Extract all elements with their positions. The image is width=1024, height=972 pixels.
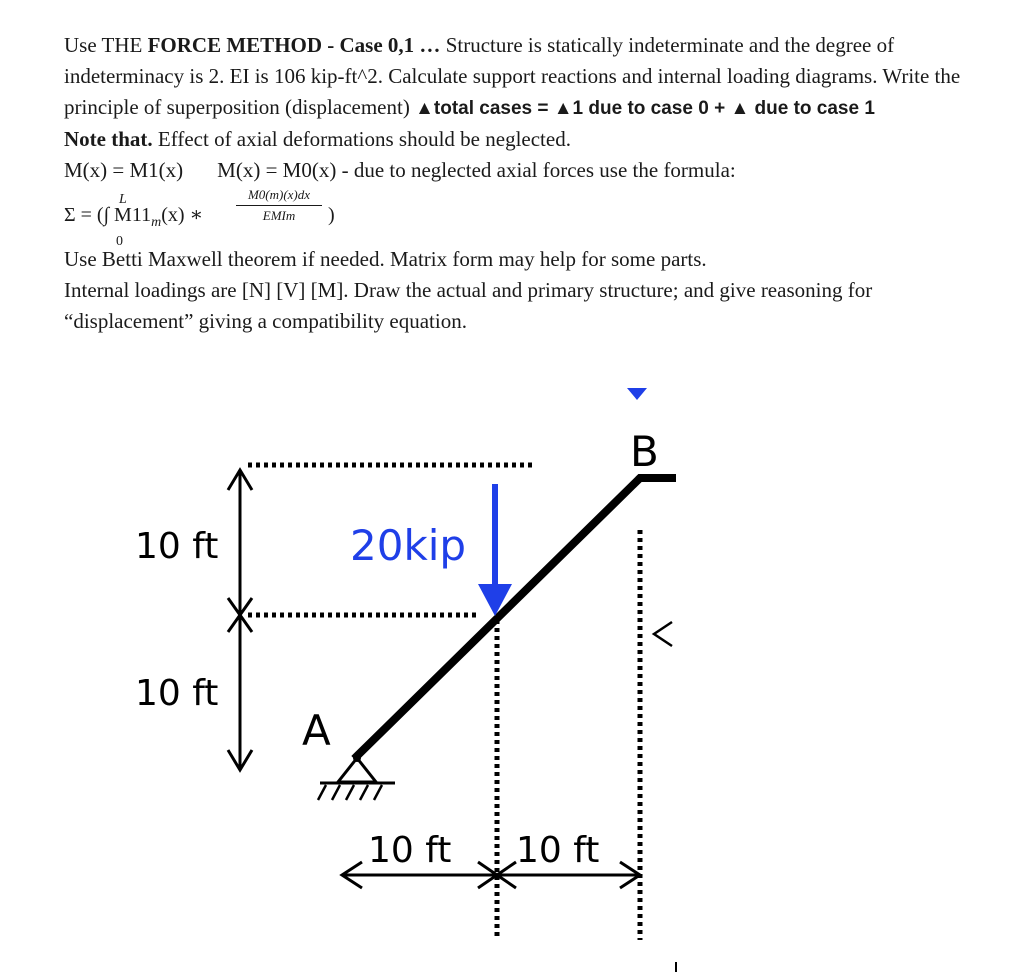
- integral-upper-limit: L: [119, 192, 127, 207]
- note-label: Note that.: [64, 127, 153, 151]
- paragraph-betti: Use Betti Maxwell theorem if needed. Matrix form may help for some parts.: [64, 247, 707, 271]
- dim-label-v1: 10 ft: [135, 526, 219, 567]
- label-b: B: [630, 427, 659, 476]
- inclined-member: [357, 478, 672, 756]
- integral-lower-limit: 0: [116, 234, 123, 249]
- fraction-numerator: M0(m)(x)dx: [247, 187, 311, 202]
- dim-label-h1: 10 ft: [368, 830, 452, 871]
- moment-eq-1: M(x) = M1(x): [64, 158, 184, 182]
- intro-body: Structure is statically indeterminate and the degree of indeterminacy is 2. EI is 106 kip-ft^2. Calculate support reactions and internal loading diagrams. Write the principle of superposition (displacement): [64, 33, 961, 119]
- label-a: A: [302, 706, 331, 755]
- intro-text: Use THE: [64, 33, 148, 57]
- load-label: 20kip: [350, 521, 467, 570]
- dim-label-h2: 10 ft: [516, 830, 600, 871]
- fraction-denominator: EMIm: [236, 205, 322, 225]
- moment-eq-2: M(x) = M0(x) - due to neglected axial forces use the formula:: [217, 158, 736, 182]
- small-arrow-icon: [654, 622, 672, 646]
- superposition-equation: ▲total cases = ▲1 due to case 0 + ▲ due to case 1: [415, 98, 875, 119]
- formula-close-paren: ): [328, 204, 335, 226]
- dim-label-v2: 10 ft: [135, 673, 219, 714]
- paragraph-internal: Internal loadings are [N] [V] [M]. Draw the actual and primary structure; and give reasoning for “displacement” giving a compatibility equation.: [64, 278, 873, 333]
- formula-lhs: Σ = (∫ $M11_m(x)$ ∗: [64, 204, 204, 230]
- method-title: FORCE METHOD - Case 0,1 …: [147, 33, 441, 57]
- pin-support-icon: [318, 754, 395, 800]
- note-text: Effect of axial deformations should be neglected.: [152, 127, 571, 151]
- top-marker-icon: [627, 388, 647, 400]
